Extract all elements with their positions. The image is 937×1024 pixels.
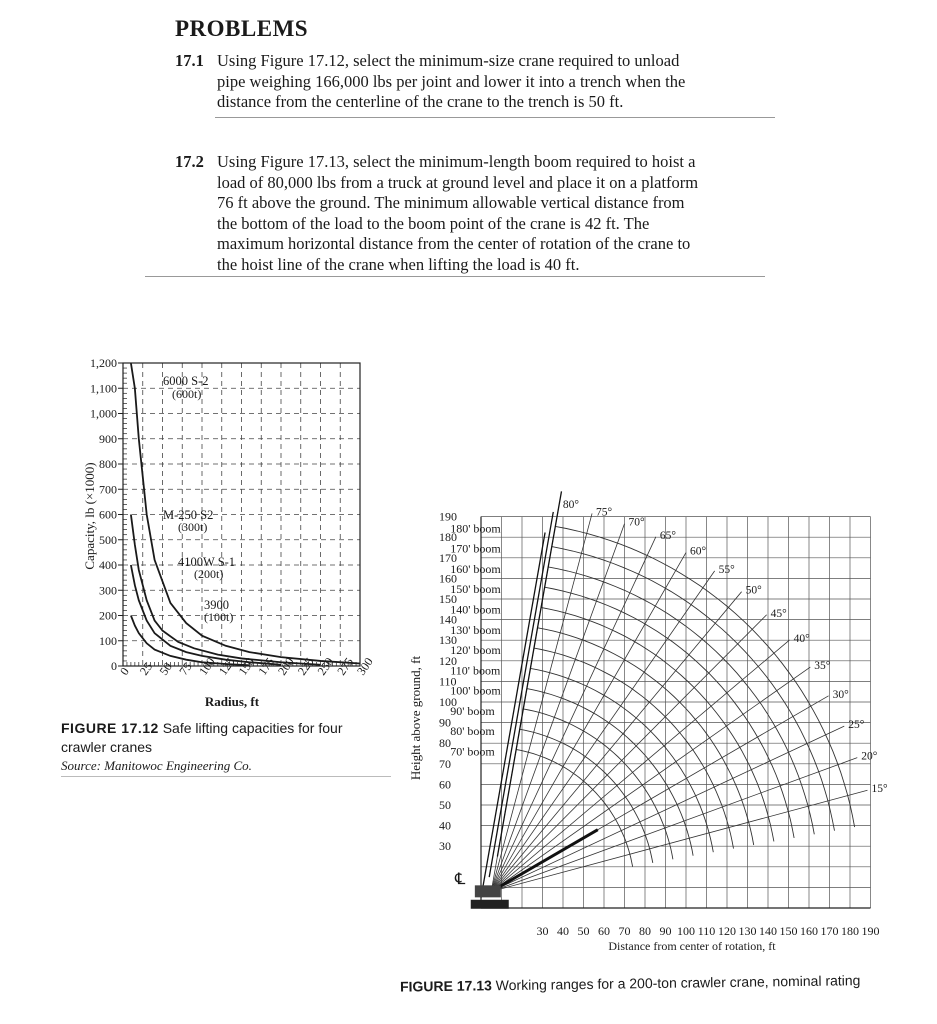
x-tick-label: 0 xyxy=(116,664,132,678)
y-tick-label: 140 xyxy=(439,612,457,627)
y-tick-label: 150 xyxy=(439,592,457,606)
x-tick-label: 160 xyxy=(800,924,818,938)
x-tick-label: 40 xyxy=(557,924,569,938)
boom-label: 70' boom xyxy=(450,744,495,759)
series-label: M-250 S2 xyxy=(163,508,214,522)
y-tick-label: 60 xyxy=(439,777,451,792)
x-axis-label: Distance from center of rotation, ft xyxy=(608,939,776,953)
boom-chord xyxy=(497,491,561,856)
series-label: 3900 xyxy=(204,598,229,612)
angle-line xyxy=(491,758,857,892)
series-sublabel: (200t) xyxy=(194,567,224,581)
problem-line: the hoist line of the crane when lifting the load is 40 ft. xyxy=(217,254,580,274)
y-tick-label: 30 xyxy=(439,839,451,854)
y-tick-label: 100 xyxy=(439,695,457,709)
y-tick-label: 700 xyxy=(99,482,117,497)
problem-line: maximum horizontal distance from the center of rotation of the crane to xyxy=(217,234,691,253)
y-tick-label: 80 xyxy=(439,736,451,751)
y-tick-label: 1,100 xyxy=(90,381,117,396)
figure-source: Source: Manitowoc Engineering Co. xyxy=(61,758,252,773)
y-tick-label: 900 xyxy=(99,431,117,446)
x-tick-label: 100 xyxy=(195,654,218,678)
angle-label: 45° xyxy=(770,607,787,620)
y-tick-label: 0 xyxy=(111,659,117,673)
angle-label: 35° xyxy=(814,660,831,673)
angle-label: 65° xyxy=(659,529,676,542)
angle-label: 80° xyxy=(562,499,579,512)
x-tick-label: 300 xyxy=(353,654,376,678)
x-tick-label: 150 xyxy=(779,924,798,938)
angle-label: 40° xyxy=(793,632,810,645)
angle-label: 15° xyxy=(871,783,888,796)
x-tick-label: 275 xyxy=(334,654,357,678)
centerline-symbol: ℄ xyxy=(455,871,466,888)
y-tick-label: 70 xyxy=(439,756,451,771)
problem-line: pipe weighing 166,000 lbs per joint and lower it into a trench when the xyxy=(217,71,686,91)
y-tick-label: 400 xyxy=(99,558,117,572)
y-tick-label: 160 xyxy=(439,571,457,586)
y-tick-label: 100 xyxy=(99,633,117,648)
y-axis-label: Capacity, lb (×1000) xyxy=(82,462,97,570)
figure-caption-text: Working ranges for a 200-ton crawler crane, nominal rating xyxy=(495,972,861,994)
angle-label: 60° xyxy=(690,545,707,558)
y-tick-label: 130 xyxy=(439,633,457,648)
boom-label: 150' boom xyxy=(450,582,501,597)
problem-line: 76 ft above the ground. The minimum allowable vertical distance from xyxy=(217,193,685,212)
x-tick-label: 130 xyxy=(738,924,757,938)
series-sublabel: (600t) xyxy=(172,387,202,401)
x-tick-label: 125 xyxy=(215,654,238,678)
boom-label: 180' boom xyxy=(450,521,501,536)
x-tick-label: 120 xyxy=(718,924,736,938)
boom-label: 130' boom xyxy=(450,622,501,637)
x-tick-label: 225 xyxy=(294,654,317,678)
x-tick-label: 50 xyxy=(577,924,590,938)
x-tick-label: 150 xyxy=(235,654,258,678)
angle-label: 70° xyxy=(628,516,645,529)
problem-number: 17.2 xyxy=(175,152,204,171)
boom-label: 80' boom xyxy=(450,724,495,739)
boom-label: 170' boom xyxy=(450,541,501,556)
y-tick-label: 50 xyxy=(439,798,451,812)
x-tick-label: 140 xyxy=(759,924,777,938)
x-tick-label: 170 xyxy=(820,924,839,938)
x-tick-label: 90 xyxy=(659,924,672,938)
y-tick-label: 1,200 xyxy=(90,356,117,370)
problem-line: Using Figure 17.13, select the minimum-length boom required to hoist a xyxy=(217,152,696,171)
x-tick-label: 180 xyxy=(841,924,859,938)
y-tick-label: 600 xyxy=(99,507,117,522)
angle-label: 25° xyxy=(848,719,865,732)
y-tick-label: 300 xyxy=(99,583,117,598)
crane-cab xyxy=(475,885,501,897)
page-heading: PROBLEMS xyxy=(175,16,309,41)
problem-number: 17.1 xyxy=(175,51,204,70)
y-tick-label: 90 xyxy=(439,715,451,730)
x-axis-label: Radius, ft xyxy=(204,694,260,709)
y-tick-label: 190 xyxy=(439,509,457,524)
angle-label: 55° xyxy=(718,563,735,576)
x-tick-label: 60 xyxy=(598,924,610,938)
angle-line xyxy=(491,524,624,892)
angle-line xyxy=(491,790,867,891)
angle-label: 30° xyxy=(832,688,849,701)
boom-label: 100' boom xyxy=(450,683,501,698)
y-tick-label: 200 xyxy=(99,608,117,623)
x-tick-label: 100 xyxy=(677,924,695,938)
y-tick-label: 500 xyxy=(99,532,117,547)
angle-line xyxy=(491,513,592,891)
x-tick-label: 175 xyxy=(255,654,278,678)
problem-line: load of 80,000 lbs from a truck at ground level and place it on a platform xyxy=(217,172,699,192)
figure-label: FIGURE 17.13 xyxy=(399,977,492,995)
boom-label: 160' boom xyxy=(450,561,501,576)
y-tick-label: 800 xyxy=(99,457,117,471)
y-tick-label: 120 xyxy=(439,653,457,668)
angle-label: 75° xyxy=(596,506,613,519)
boom-label: 140' boom xyxy=(450,602,501,617)
figure-label: FIGURE 17.12 xyxy=(61,720,159,736)
x-tick-label: 70 xyxy=(618,924,631,938)
problem-line: Using Figure 17.12, select the minimum-size crane required to unload xyxy=(217,51,680,70)
x-tick-label: 30 xyxy=(536,924,549,938)
angle-label: 20° xyxy=(861,750,878,763)
x-tick-label: 75 xyxy=(176,659,195,678)
x-tick-label: 250 xyxy=(314,654,337,678)
y-tick-label: 180 xyxy=(439,530,457,545)
x-tick-label: 190 xyxy=(861,924,880,938)
series-sublabel: (300t) xyxy=(178,520,208,534)
figure-caption-text: Safe lifting capacities for four crawler cranes xyxy=(61,720,343,755)
series-label: 4100W S-1 xyxy=(178,555,236,569)
problem-line: the bottom of the load to the boom point of the crane is 42 ft. The xyxy=(217,213,650,233)
x-tick-label: 80 xyxy=(639,924,651,938)
series-sublabel: (100t) xyxy=(204,610,234,624)
y-tick-label: 40 xyxy=(439,818,451,833)
crawler-base xyxy=(471,900,509,909)
x-tick-label: 50 xyxy=(156,659,175,678)
x-tick-label: 110 xyxy=(697,924,716,938)
boom-lowered xyxy=(491,830,598,892)
y-tick-label: 1,000 xyxy=(90,406,117,421)
y-tick-label: 110 xyxy=(439,674,457,689)
x-tick-label: 200 xyxy=(274,654,297,678)
boom-label: 90' boom xyxy=(450,703,495,718)
angle-label: 50° xyxy=(745,584,762,597)
boom-label: 110' boom xyxy=(450,663,501,678)
series-label: 6000 S-2 xyxy=(163,374,209,388)
y-axis-label: Height above ground, ft xyxy=(408,655,423,781)
x-tick-label: 25 xyxy=(136,659,156,678)
problem-line: distance from the centerline of the crane to the trench is 50 ft. xyxy=(217,92,624,111)
y-tick-label: 170 xyxy=(439,550,457,565)
boom-label: 120' boom xyxy=(450,643,501,658)
